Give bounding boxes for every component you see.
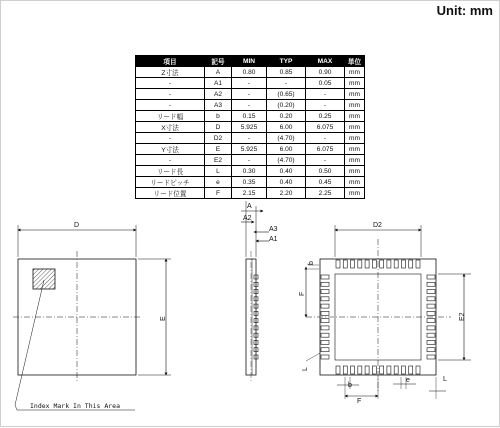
cell-typ: 2.20 bbox=[267, 188, 306, 199]
pad bbox=[427, 333, 435, 337]
pad bbox=[321, 290, 329, 294]
cell-typ: 0.40 bbox=[267, 177, 306, 188]
cell-symbol: A bbox=[205, 67, 232, 78]
bottom-view bbox=[299, 222, 471, 405]
cell-unit: mm bbox=[345, 67, 365, 78]
cell-max: - bbox=[306, 133, 345, 144]
cell-unit: mm bbox=[345, 100, 365, 111]
pad bbox=[387, 366, 391, 374]
cell-item: Z寸法 bbox=[136, 67, 205, 78]
cell-min: 0.35 bbox=[232, 177, 267, 188]
b-bottom-label: b bbox=[348, 382, 352, 389]
index-mark-area bbox=[33, 269, 55, 289]
cell-typ: 6.00 bbox=[267, 122, 306, 133]
cell-item: リード長 bbox=[136, 166, 205, 177]
pad bbox=[427, 304, 435, 308]
header-unit: 単位 bbox=[345, 56, 365, 67]
header-typ: TYP bbox=[267, 56, 306, 67]
cell-max: - bbox=[306, 155, 345, 166]
f-horizontal-label: F bbox=[357, 398, 362, 405]
pad bbox=[358, 260, 362, 268]
cell-symbol: A3 bbox=[205, 100, 232, 111]
cell-unit: mm bbox=[345, 166, 365, 177]
l-left-label: L bbox=[302, 367, 309, 371]
header-min: MIN bbox=[232, 56, 267, 67]
cell-typ: - bbox=[267, 78, 306, 89]
pad bbox=[321, 275, 329, 279]
cell-max: - bbox=[306, 89, 345, 100]
pad bbox=[427, 282, 435, 286]
index-mark-note: Index Mark In This Area bbox=[30, 402, 121, 410]
pad bbox=[336, 260, 340, 268]
cell-max: 0.90 bbox=[306, 67, 345, 78]
pad bbox=[427, 319, 435, 323]
pad bbox=[380, 260, 384, 268]
cell-symbol: b bbox=[205, 111, 232, 122]
pad bbox=[409, 366, 413, 374]
pad bbox=[321, 340, 329, 344]
cell-unit: mm bbox=[345, 155, 365, 166]
cell-max: 0.45 bbox=[306, 177, 345, 188]
cell-max: 6.075 bbox=[306, 122, 345, 133]
cell-unit: mm bbox=[345, 111, 365, 122]
cell-min: 5.925 bbox=[232, 144, 267, 155]
cell-symbol: L bbox=[205, 166, 232, 177]
cell-min: - bbox=[232, 89, 267, 100]
pad bbox=[343, 366, 347, 374]
index-leader bbox=[15, 280, 44, 405]
pad bbox=[394, 260, 398, 268]
cell-unit: mm bbox=[345, 133, 365, 144]
pad bbox=[365, 366, 369, 374]
pad bbox=[321, 282, 329, 286]
cell-symbol: A2 bbox=[205, 89, 232, 100]
pad bbox=[427, 355, 435, 359]
package-drawing bbox=[1, 1, 500, 428]
pad bbox=[321, 355, 329, 359]
cell-typ: 6.00 bbox=[267, 144, 306, 155]
cell-min: 2.15 bbox=[232, 188, 267, 199]
pad bbox=[427, 275, 435, 279]
top-view bbox=[13, 222, 171, 410]
cell-item: - bbox=[136, 155, 205, 166]
b-left-label: b bbox=[308, 261, 315, 265]
pad bbox=[321, 297, 329, 301]
pad bbox=[372, 260, 376, 268]
e-pitch-label: e bbox=[406, 377, 410, 384]
pad bbox=[321, 304, 329, 308]
cell-typ: (4.70) bbox=[267, 133, 306, 144]
pad bbox=[401, 260, 405, 268]
cell-min: - bbox=[232, 155, 267, 166]
cell-min: 0.80 bbox=[232, 67, 267, 78]
a2-dimension-label: A2 bbox=[243, 215, 252, 222]
cell-item: リード位置 bbox=[136, 188, 205, 199]
cell-max: - bbox=[306, 100, 345, 111]
cell-typ: (0.65) bbox=[267, 89, 306, 100]
pad bbox=[321, 319, 329, 323]
pad bbox=[372, 366, 376, 374]
cell-max: 0.05 bbox=[306, 78, 345, 89]
header-max: MAX bbox=[306, 56, 345, 67]
pad bbox=[336, 366, 340, 374]
cell-unit: mm bbox=[345, 89, 365, 100]
unit-label: Unit: mm bbox=[436, 3, 493, 18]
cell-min: - bbox=[232, 78, 267, 89]
pad bbox=[365, 260, 369, 268]
cell-item: X寸法 bbox=[136, 122, 205, 133]
pad bbox=[427, 340, 435, 344]
l-right-label: L bbox=[443, 376, 447, 383]
side-view bbox=[241, 201, 278, 381]
pad bbox=[358, 366, 362, 374]
pad bbox=[416, 366, 420, 374]
pad bbox=[427, 311, 435, 315]
cell-unit: mm bbox=[345, 78, 365, 89]
pad bbox=[427, 326, 435, 330]
a3-dimension-label: A3 bbox=[269, 226, 278, 233]
cell-symbol: F bbox=[205, 188, 232, 199]
d-dimension-label: D bbox=[74, 222, 80, 229]
f-vertical-label: F bbox=[299, 291, 306, 296]
cell-max: 2.25 bbox=[306, 188, 345, 199]
cell-unit: mm bbox=[345, 188, 365, 199]
pad bbox=[416, 260, 420, 268]
cell-item: Y寸法 bbox=[136, 144, 205, 155]
cell-symbol: A1 bbox=[205, 78, 232, 89]
pad bbox=[427, 290, 435, 294]
cell-min: - bbox=[232, 100, 267, 111]
pad bbox=[321, 348, 329, 352]
header-symbol: 記号 bbox=[205, 56, 232, 67]
cell-item: - bbox=[136, 89, 205, 100]
cell-typ: 0.20 bbox=[267, 111, 306, 122]
a-dimension-label: A bbox=[247, 203, 252, 210]
cell-typ: 0.85 bbox=[267, 67, 306, 78]
cell-max: 0.25 bbox=[306, 111, 345, 122]
cell-min: 5.925 bbox=[232, 122, 267, 133]
pad bbox=[321, 326, 329, 330]
pad bbox=[409, 260, 413, 268]
pad bbox=[351, 260, 355, 268]
cell-symbol: D2 bbox=[205, 133, 232, 144]
e-dimension-label: E bbox=[160, 316, 167, 321]
e2-dimension-label: E2 bbox=[459, 312, 466, 321]
cell-unit: mm bbox=[345, 177, 365, 188]
cell-symbol: E2 bbox=[205, 155, 232, 166]
cell-symbol: e bbox=[205, 177, 232, 188]
pad bbox=[343, 260, 347, 268]
cell-min: 0.15 bbox=[232, 111, 267, 122]
cell-typ: (4.70) bbox=[267, 155, 306, 166]
cell-unit: mm bbox=[345, 122, 365, 133]
cell-max: 0.50 bbox=[306, 166, 345, 177]
cell-symbol: E bbox=[205, 144, 232, 155]
cell-max: 6.075 bbox=[306, 144, 345, 155]
cell-item: - bbox=[136, 100, 205, 111]
pad bbox=[321, 333, 329, 337]
cell-item: リード幅 bbox=[136, 111, 205, 122]
cell-min: 0.30 bbox=[232, 166, 267, 177]
pad bbox=[351, 366, 355, 374]
cell-item: リードピッチ bbox=[136, 177, 205, 188]
pad bbox=[427, 348, 435, 352]
cell-symbol: D bbox=[205, 122, 232, 133]
pad bbox=[427, 297, 435, 301]
header-item: 項目 bbox=[136, 56, 205, 67]
cell-typ: 0.40 bbox=[267, 166, 306, 177]
pad bbox=[401, 366, 405, 374]
pad bbox=[321, 311, 329, 315]
cell-unit: mm bbox=[345, 144, 365, 155]
cell-typ: (0.20) bbox=[267, 100, 306, 111]
cell-item: - bbox=[136, 133, 205, 144]
a1-dimension-label: A1 bbox=[269, 236, 278, 243]
d2-dimension-label: D2 bbox=[373, 222, 382, 229]
pad bbox=[394, 366, 398, 374]
pad bbox=[387, 260, 391, 268]
cell-item: - bbox=[136, 78, 205, 89]
pad bbox=[380, 366, 384, 374]
cell-min: - bbox=[232, 133, 267, 144]
